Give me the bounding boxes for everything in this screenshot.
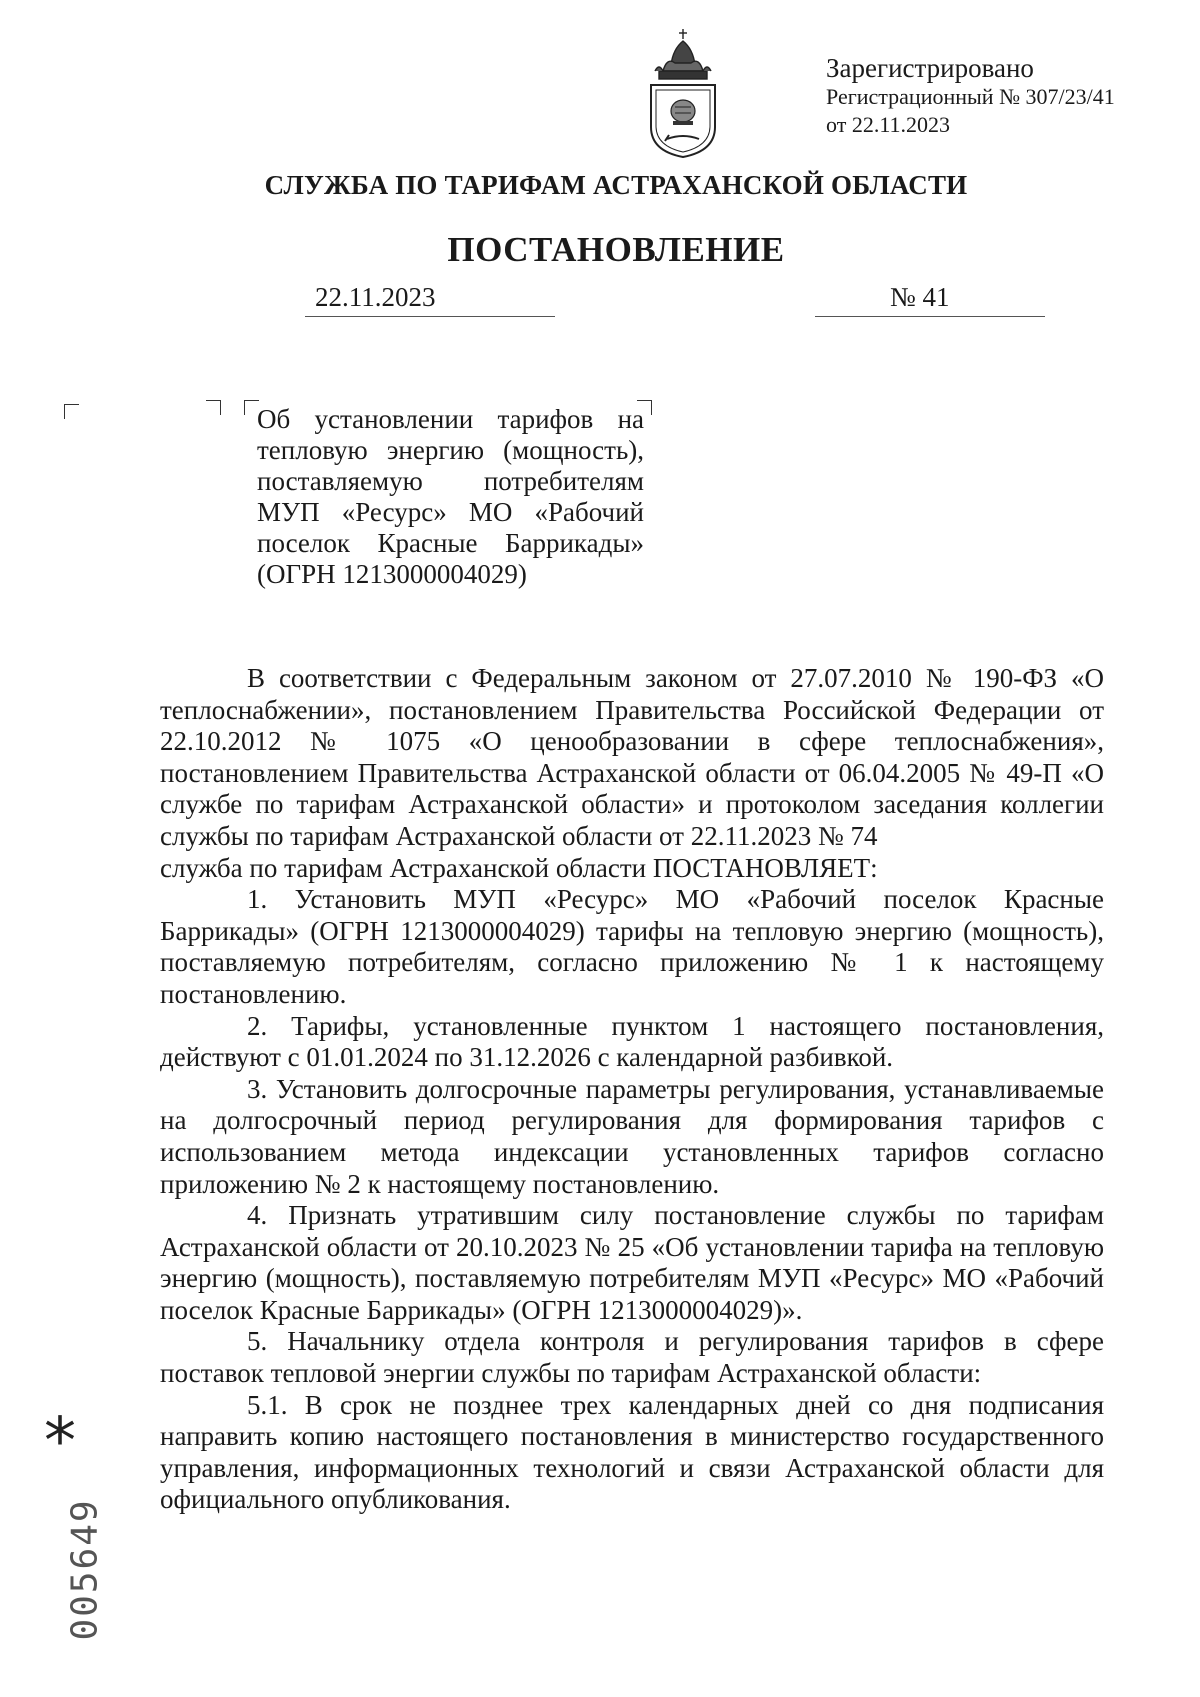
item-paragraph: 4. Признать утратившим силу постановление службы по тарифам Астраханской области от 20.10.2023 № 25 «Об установлении тарифа на тепловую энергию (мощность), поставляемую потребителям МУП «Ресурс» МО «Рабочий поселок Красные Баррикады» (ОГРН 1213000004029)». bbox=[160, 1200, 1104, 1325]
item-paragraph: 5.1. В срок не позднее трех календарных дней со дня подписания направить копию настоящего постановления в министерство государственного управления, информационных технологий и связи Астраханской области для официального опубликования. bbox=[160, 1389, 1104, 1515]
coat-of-arms-emblem bbox=[641, 27, 725, 159]
registration-title: Зарегистрировано bbox=[826, 53, 1034, 83]
agency-name: СЛУЖБА ПО ТАРИФАМ АСТРАХАНСКОЙ ОБЛАСТИ bbox=[264, 170, 968, 200]
resolves-paragraph: служба по тарифам Астраханской области ПОСТАНОВЛЯЕТ: bbox=[160, 852, 878, 883]
document-body bbox=[160, 663, 1104, 1516]
registration-stamp bbox=[826, 53, 1166, 139]
bracket-mark bbox=[206, 400, 221, 415]
margin-stamp-number: 005649 bbox=[64, 1498, 106, 1641]
document-date: 22.11.2023 bbox=[305, 280, 555, 317]
item-paragraph: 3. Установить долгосрочные параметры регулирования, устанавливаемые на долгосрочный период регулирования для формирования тарифов с использованием метода индексации установленных тарифов согласно приложению № 2 к настоящему постановлению. bbox=[160, 1073, 1104, 1199]
registration-number: Регистрационный № 307/23/41 bbox=[826, 84, 1115, 109]
bracket-mark bbox=[64, 404, 79, 419]
document-number: № 41 bbox=[815, 280, 1045, 317]
preamble-paragraph: В соответствии с Федеральным законом от 27.07.2010 № 190-ФЗ «О теплоснабжении», постановлением Правительства Российской Федерации от 22.10.2012 № 1075 «О ценообразовании в сфере теплоснабжения», постановлением Правительства Астраханской области от 06.04.2005 № 49-П «О службе по тарифам Астраханской области» и протоколом заседания коллегии службы по тарифам Астраханской области от 22.11.2023 № 74 bbox=[160, 663, 1104, 851]
registration-date: от 22.11.2023 bbox=[826, 112, 951, 137]
item-paragraph: 1. Установить МУП «Ресурс» МО «Рабочий поселок Красные Баррикады» (ОГРН 1213000004029) тарифы на тепловую энергию (мощность), поставляемую потребителям, согласно приложению № 1 к настоящему постановлению. bbox=[160, 884, 1104, 1009]
document-type: ПОСТАНОВЛЕНИЕ bbox=[447, 230, 785, 269]
item-paragraph: 5. Начальнику отдела контроля и регулирования тарифов в сфере поставок тепловой энергии службы по тарифам Астраханской области: bbox=[160, 1326, 1104, 1389]
document-subject: Об установлении тарифов на тепловую энергию (мощность), поставляемую потребителям МУП «Ресурс» МО «Рабочий поселок Красные Баррикады» (ОГРН 1213000004029) bbox=[257, 404, 644, 589]
margin-star-mark: * bbox=[44, 1405, 76, 1479]
item-paragraph: 2. Тарифы, установленные пунктом 1 настоящего постановления, действуют с 01.01.2024 по 31.12.2026 с календарной разбивкой. bbox=[160, 1010, 1104, 1073]
